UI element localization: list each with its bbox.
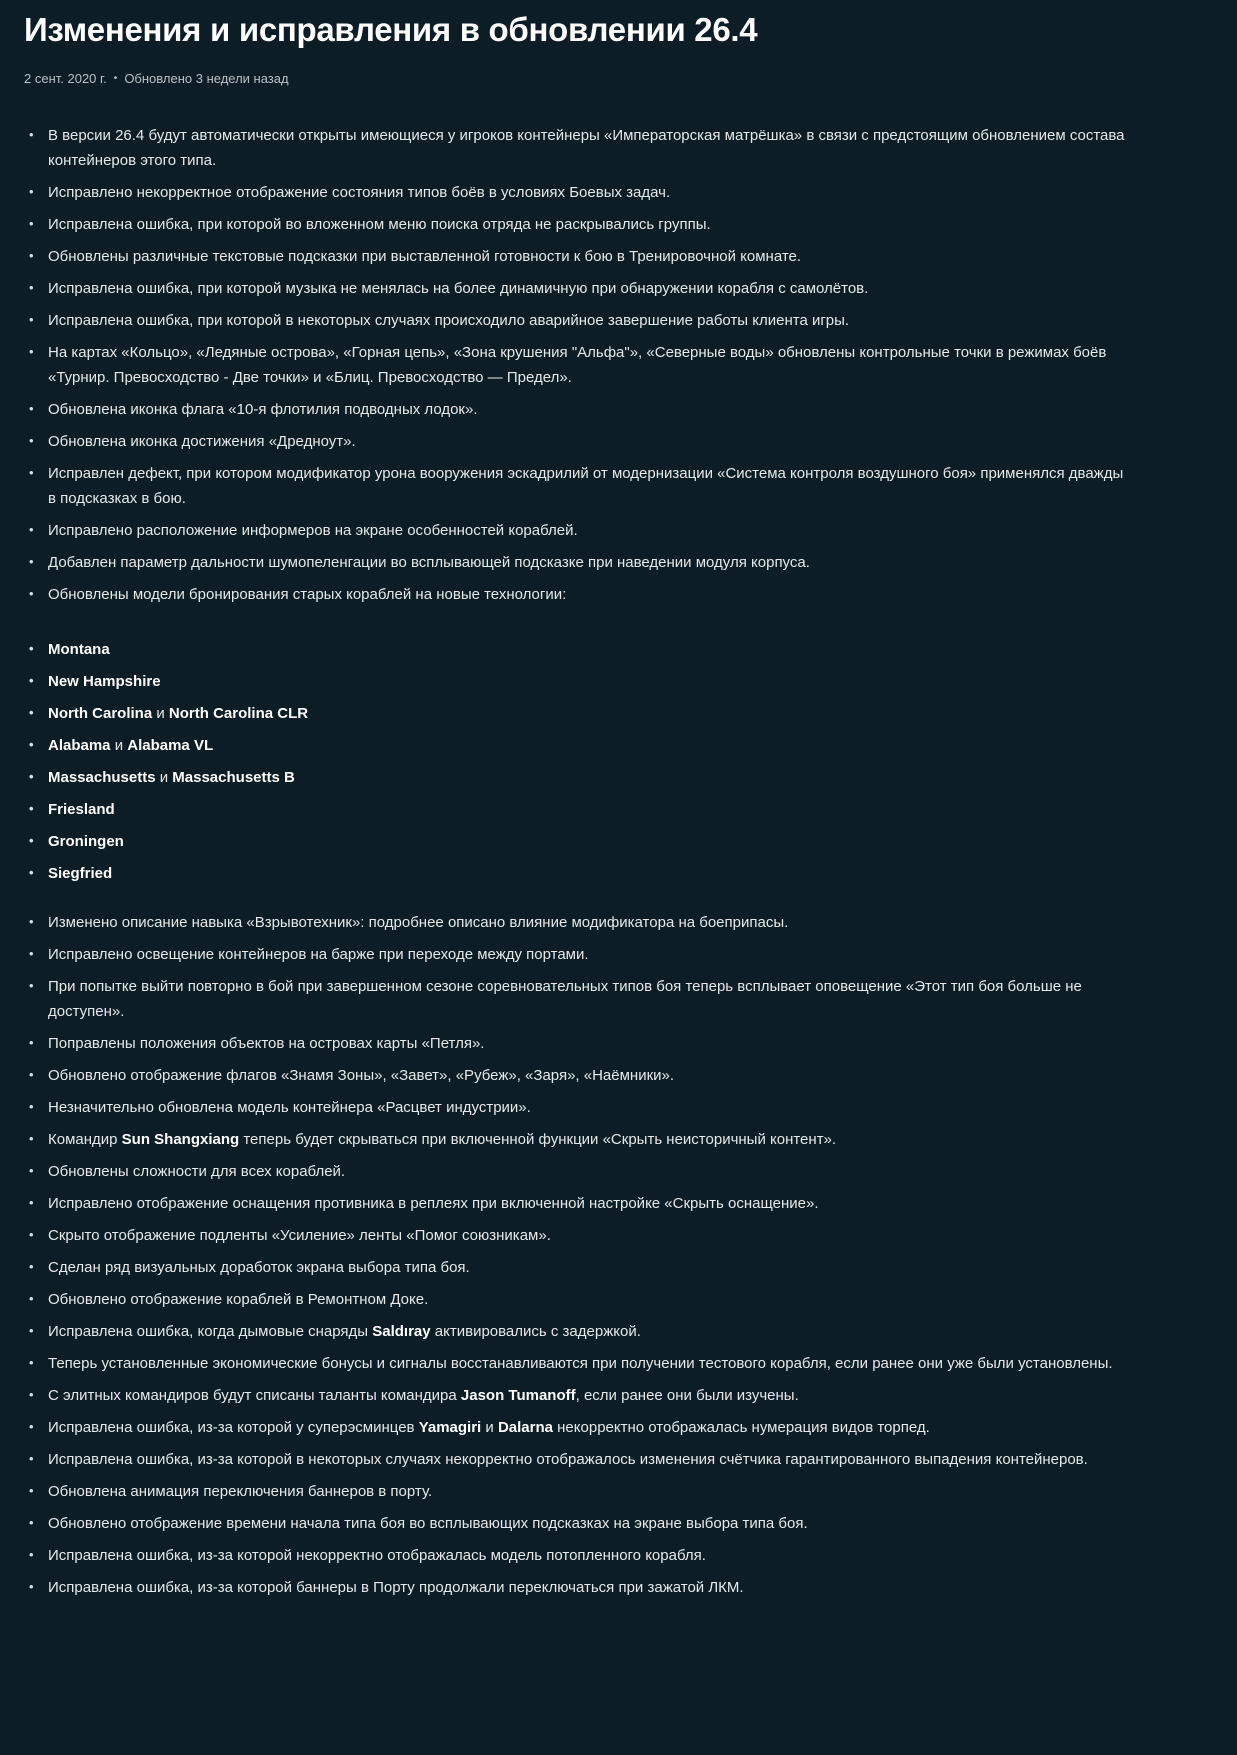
text-segment: Теперь установленные экономические бонусы и сигналы восстанавливаются при получении тестового корабля, если ранее они уже были установлены. bbox=[48, 1355, 1113, 1372]
list-item bbox=[24, 1191, 1134, 1216]
highlighted-name: Dalarna bbox=[497, 1419, 553, 1436]
text-segment: Исправлено освещение контейнеров на барже при переходе между портами. bbox=[48, 946, 589, 963]
text-segment: Обновлены модели бронирования старых кораблей на новые технологии: bbox=[48, 586, 567, 603]
highlighted-name: Jason Tumanoff bbox=[460, 1387, 576, 1404]
list-item bbox=[24, 974, 1134, 1024]
list-item bbox=[24, 308, 1134, 333]
list-item bbox=[24, 244, 1134, 269]
list-item bbox=[24, 123, 1134, 173]
text-segment: Исправлено отображение оснащения противника в реплеях при включенной настройке «Скрыть оснащение». bbox=[48, 1195, 819, 1212]
text-segment: Поправлены положения объектов на островах карты «Петля». bbox=[48, 1035, 485, 1052]
list-item bbox=[24, 861, 1134, 886]
changes-list-main bbox=[24, 123, 1134, 607]
text-segment: Исправлена ошибка, при которой во вложенном меню поиска отряда не раскрывались группы. bbox=[48, 216, 711, 233]
list-item bbox=[24, 1031, 1134, 1056]
ships-list bbox=[24, 637, 1134, 886]
list-item bbox=[24, 1543, 1134, 1568]
text-segment: Исправлена ошибка, при которой в некоторых случаях происходило аварийное завершение работы клиента игры. bbox=[48, 312, 850, 329]
text-segment: Скрыто отображение подленты «Усиление» ленты «Помог союзникам». bbox=[48, 1227, 551, 1244]
list-item bbox=[24, 669, 1134, 694]
list-item bbox=[24, 582, 1134, 607]
text-segment: Исправлено расположение информеров на экране особенностей кораблей. bbox=[48, 522, 578, 539]
publish-date: 2 сент. 2020 г. bbox=[24, 71, 107, 86]
highlighted-name: Sun Shangxiang bbox=[121, 1131, 240, 1148]
list-item bbox=[24, 1447, 1134, 1472]
list-item bbox=[24, 1575, 1134, 1600]
text-segment: и bbox=[155, 769, 173, 786]
text-segment: и bbox=[110, 737, 128, 754]
highlighted-name: North Carolina CLR bbox=[168, 705, 309, 722]
updated-ago-text: Обновлено 3 недели назад bbox=[124, 71, 289, 86]
text-segment: На картах «Кольцо», «Ледяные острова», «Горная цепь», «Зона крушения "Альфа"», «Северные воды» обновлены контрольные точки в режимах боёв «Турнир. Превосходство - Две точки» и «Блиц. Превосходство — Предел». bbox=[48, 344, 1107, 386]
text-segment: Исправлена ошибка, из-за которой в некоторых случаях некорректно отображалось изменения счётчика гарантированного выпадения контейнеров. bbox=[48, 1451, 1088, 1468]
list-item bbox=[24, 637, 1134, 662]
text-segment: Сделан ряд визуальных доработок экрана выбора типа боя. bbox=[48, 1259, 470, 1276]
list-item bbox=[24, 276, 1134, 301]
list-item bbox=[24, 701, 1134, 726]
text-segment: Исправлена ошибка, из-за которой некорректно отображалась модель потопленного корабля. bbox=[48, 1547, 706, 1564]
text-segment: Исправлена ошибка, из-за которой у суперэсминцев bbox=[48, 1419, 419, 1436]
list-item bbox=[24, 1063, 1134, 1088]
text-segment: Незначительно обновлена модель контейнера «Расцвет индустрии». bbox=[48, 1099, 531, 1116]
page-title: Изменения и исправления в обновлении 26.4 bbox=[24, 11, 758, 48]
list-item bbox=[24, 340, 1134, 390]
text-segment: и bbox=[152, 705, 169, 722]
list-item bbox=[24, 397, 1134, 422]
text-segment: Обновлена анимация переключения баннеров в порту. bbox=[48, 1483, 433, 1500]
list-item bbox=[24, 429, 1134, 454]
list-item bbox=[24, 550, 1134, 575]
changes-list-more bbox=[24, 910, 1134, 1600]
list-item bbox=[24, 1159, 1134, 1184]
list-item bbox=[24, 797, 1134, 822]
list-item bbox=[24, 180, 1134, 205]
text-segment: Обновлено отображение флагов «Знамя Зоны», «Завет», «Рубеж», «Заря», «Наёмники». bbox=[48, 1067, 675, 1084]
highlighted-name: Saldıray bbox=[372, 1323, 431, 1340]
list-item bbox=[24, 1255, 1134, 1280]
text-segment: Исправлена ошибка, когда дымовые снаряды bbox=[48, 1323, 373, 1340]
meta-separator-dot: • bbox=[113, 73, 118, 84]
list-item bbox=[24, 733, 1134, 758]
list-item bbox=[24, 1383, 1134, 1408]
list-item bbox=[24, 1479, 1134, 1504]
list-item bbox=[24, 1351, 1134, 1376]
text-segment: и bbox=[481, 1419, 498, 1436]
text-segment: С элитных командиров будут списаны таланты командира bbox=[48, 1387, 461, 1404]
text-segment: Командир bbox=[48, 1131, 122, 1148]
meta-line bbox=[24, 71, 1209, 86]
text-segment: Обновлено отображение времени начала типа боя во всплывающих подсказках на экране выбора типа боя. bbox=[48, 1515, 808, 1532]
text-segment: Исправлено некорректное отображение состояния типов боёв в условиях Боевых задач. bbox=[48, 184, 671, 201]
list-item bbox=[24, 1287, 1134, 1312]
text-segment: В версии 26.4 будут автоматически открыты имеющиеся у игроков контейнеры «Императорская матрёшка» в связи с предстоящим обновлением состава контейнеров этого типа. bbox=[48, 127, 1125, 169]
text-segment: Обновлена иконка достижения «Дредноут». bbox=[48, 433, 356, 450]
text-segment: Обновлена иконка флага «10-я флотилия подводных лодок». bbox=[48, 401, 478, 418]
text-segment: Исправлена ошибка, из-за которой баннеры в Порту продолжали переключаться при зажатой ЛКМ. bbox=[48, 1579, 744, 1596]
list-item bbox=[24, 942, 1134, 967]
list-item bbox=[24, 1223, 1134, 1248]
text-segment: Добавлен параметр дальности шумопеленгации во всплывающей подсказке при наведении модуля корпуса. bbox=[48, 554, 810, 571]
list-item bbox=[24, 910, 1134, 935]
text-segment: Обновлены сложности для всех кораблей. bbox=[48, 1163, 346, 1180]
text-segment: активировались с задержкой. bbox=[430, 1323, 641, 1340]
list-item bbox=[24, 212, 1134, 237]
text-segment: Обновлено отображение кораблей в Ремонтном Доке. bbox=[48, 1291, 429, 1308]
text-segment: некорректно отображалась нумерация видов торпед. bbox=[552, 1419, 930, 1436]
list-item bbox=[24, 1127, 1134, 1152]
text-segment: Исправлен дефект, при котором модификатор урона вооружения эскадрилий от модернизации «Система контроля воздушного боя» применялся дважды в подсказках в бою. bbox=[48, 465, 1124, 507]
text-segment: , если ранее они были изучены. bbox=[575, 1387, 799, 1404]
list-item bbox=[24, 1319, 1134, 1344]
text-segment: При попытке выйти повторно в бой при завершенном сезоне соревновательных типов боя теперь всплывает оповещение «Этот тип боя больше не доступен». bbox=[48, 978, 1082, 1020]
list-item bbox=[24, 461, 1134, 511]
highlighted-name: Alabama bbox=[48, 737, 111, 754]
text-segment: Исправлена ошибка, при которой музыка не менялась на более динамичную при обнаружении корабля с самолётов. bbox=[48, 280, 869, 297]
text-segment: Обновлены различные текстовые подсказки при выставленной готовности к бою в Тренировочной комнате. bbox=[48, 248, 802, 265]
list-item bbox=[24, 518, 1134, 543]
highlighted-name: North Carolina bbox=[48, 705, 153, 722]
highlighted-name: Montana bbox=[48, 641, 110, 658]
highlighted-name: Friesland bbox=[48, 801, 115, 818]
highlighted-name: Alabama VL bbox=[127, 737, 214, 754]
list-item bbox=[24, 829, 1134, 854]
text-segment: теперь будет скрываться при включенной функции «Скрыть неисторичный контент». bbox=[239, 1131, 837, 1148]
list-item bbox=[24, 765, 1134, 790]
highlighted-name: New Hampshire bbox=[48, 673, 161, 690]
highlighted-name: Groningen bbox=[48, 833, 124, 850]
list-item bbox=[24, 1415, 1134, 1440]
list-item bbox=[24, 1095, 1134, 1120]
highlighted-name: Massachusetts bbox=[48, 769, 156, 786]
highlighted-name: Siegfried bbox=[48, 865, 113, 882]
list-item bbox=[24, 1511, 1134, 1536]
highlighted-name: Yamagiri bbox=[418, 1419, 482, 1436]
text-segment: Изменено описание навыка «Взрывотехник»: подробнее описано влияние модификатора на боеприпасы. bbox=[48, 914, 789, 931]
highlighted-name: Massachusetts B bbox=[172, 769, 295, 786]
